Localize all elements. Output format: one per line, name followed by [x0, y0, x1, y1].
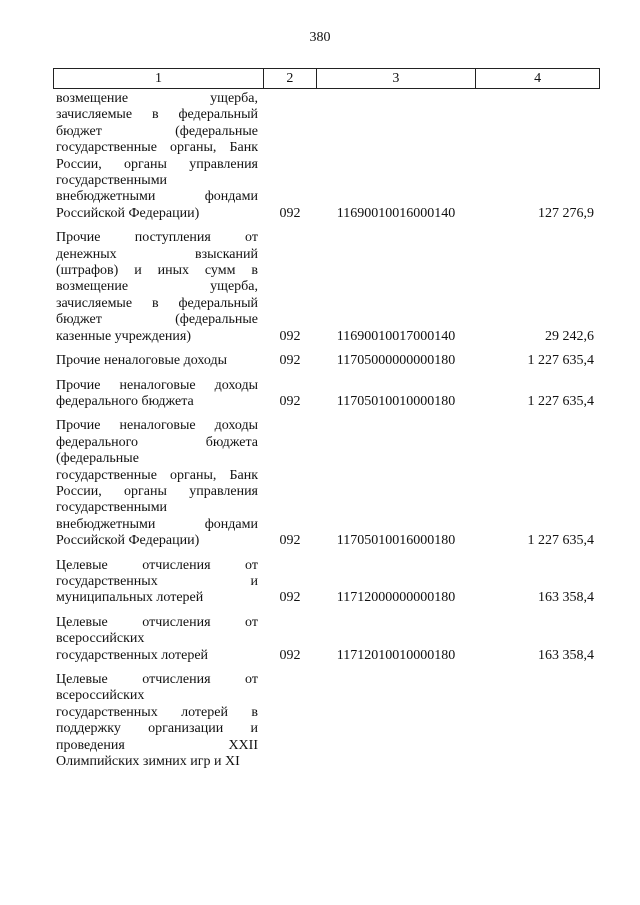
row-description	[53, 353, 264, 369]
description-line: бюджет (федеральные	[56, 123, 258, 139]
header-col-2: 2	[263, 69, 316, 88]
budget-table	[53, 68, 600, 778]
row-admin-code: 092	[279, 533, 301, 549]
description-line: Олимпийских зимних игр и XI	[56, 754, 240, 770]
row-description	[53, 672, 264, 770]
row-amount: 29 242,6	[545, 328, 594, 344]
description-line: (федеральные	[56, 451, 139, 467]
description-line: Прочие неналоговые доходы	[56, 418, 258, 434]
table-row	[53, 418, 600, 549]
row-description	[53, 558, 264, 607]
row-amount: 127 276,9	[538, 205, 594, 221]
description-line: государственных лотерей	[56, 647, 209, 663]
description-line: Целевые отчисления от	[56, 672, 258, 687]
page-number: 380	[309, 30, 331, 45]
description-line: государственных лотерей в	[56, 704, 258, 720]
description-line: зачисляемые в федеральный	[56, 107, 258, 123]
description-line: Российской Федерации)	[56, 533, 200, 549]
description-line: всероссийских	[56, 688, 145, 704]
description-line: возмещение ущерба,	[56, 279, 258, 295]
row-description	[53, 91, 264, 222]
description-line: государственные органы, Банк	[56, 467, 258, 483]
description-line: государственных и	[56, 573, 258, 589]
description-line: проведения XXII	[56, 737, 258, 753]
row-description	[53, 378, 264, 411]
row-admin-code: 092	[279, 353, 301, 369]
table-row	[53, 558, 600, 607]
table-row	[53, 378, 600, 411]
row-description	[53, 615, 264, 664]
description-line: Прочие поступления от	[56, 230, 258, 246]
table-row	[53, 672, 600, 770]
row-amount: 163 358,4	[538, 590, 594, 606]
row-admin-code: 092	[279, 393, 301, 409]
description-line: государственные органы, Банк	[56, 140, 258, 156]
description-line: возмещение ущерба,	[56, 91, 258, 106]
description-line: всероссийских	[56, 631, 145, 647]
row-amount: 1 227 635,4	[527, 533, 594, 549]
row-description	[53, 418, 264, 549]
description-line: федерального бюджета	[56, 434, 258, 450]
description-line: (штрафов) и иных сумм в	[56, 263, 258, 279]
table-row	[53, 230, 600, 345]
row-amount: 163 358,4	[538, 647, 594, 663]
description-line: зачисляемые в федеральный	[56, 295, 258, 311]
row-kbk-code: 11705010016000180	[336, 533, 456, 549]
header-col-4: 4	[475, 69, 599, 88]
row-admin-code: 092	[279, 205, 301, 221]
row-kbk-code: 11690010017000140	[336, 328, 456, 344]
row-kbk-code: 11705010010000180	[336, 393, 456, 409]
row-kbk-code: 11690010016000140	[336, 205, 456, 221]
table-row	[53, 91, 600, 222]
header-col-1: 1	[155, 71, 163, 86]
description-line: внебюджетными фондами	[56, 189, 258, 205]
description-line: бюджет (федеральные	[56, 312, 258, 328]
row-kbk-code: 11705000000000180	[336, 353, 456, 369]
description-line: государственными	[56, 500, 168, 516]
row-admin-code: 092	[279, 328, 301, 344]
description-line: денежных взысканий	[56, 246, 258, 262]
row-admin-code: 092	[279, 647, 301, 663]
description-line: России, органы управления	[56, 483, 258, 499]
row-kbk-code: 11712000000000180	[336, 590, 456, 606]
description-line: государственными	[56, 173, 168, 189]
table-row	[53, 353, 600, 369]
row-description	[53, 230, 264, 345]
description-line: Прочие неналоговые доходы	[56, 377, 258, 393]
description-line: России, органы управления	[56, 156, 258, 172]
description-line: Прочие неналоговые доходы	[56, 353, 228, 369]
description-line: внебюджетными фондами	[56, 516, 258, 532]
description-line: казенные учреждения)	[56, 328, 192, 344]
row-admin-code: 092	[279, 590, 301, 606]
header-col-3: 3	[316, 69, 476, 88]
description-line: поддержку организации и	[56, 721, 258, 737]
description-line: муниципальных лотерей	[56, 590, 204, 606]
description-line: Российской Федерации)	[56, 205, 200, 221]
row-kbk-code: 11712010010000180	[336, 647, 456, 663]
table-header	[53, 68, 600, 89]
row-amount: 1 227 635,4	[527, 393, 594, 409]
row-amount: 1 227 635,4	[527, 353, 594, 369]
description-line: федерального бюджета	[56, 393, 194, 409]
table-row	[53, 615, 600, 664]
description-line: Целевые отчисления от	[56, 614, 258, 630]
description-line: Целевые отчисления от	[56, 557, 258, 573]
table-body	[53, 91, 600, 770]
